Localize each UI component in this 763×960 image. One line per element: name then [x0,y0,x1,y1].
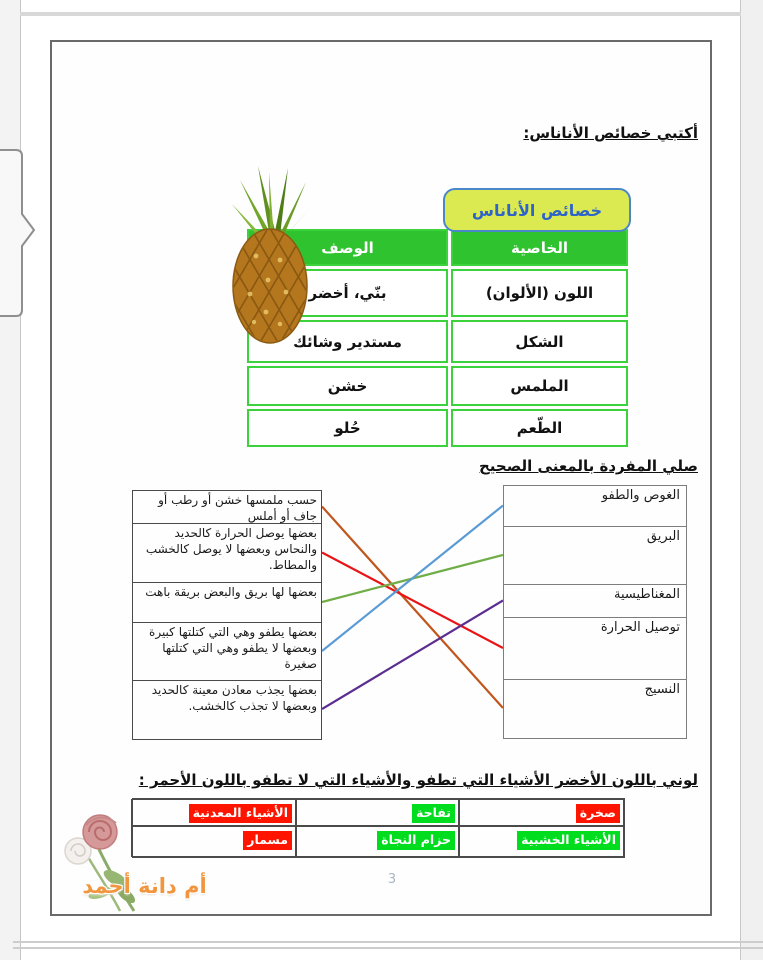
section3-title: لوني باللون الأخضر الأشياء التي تطفو والأشياء التي لا تطفو باللون الأحمر : [138,771,698,789]
viewer-right-margin [740,0,763,960]
term-cell: البريق [504,527,686,585]
pineapple-image [222,160,316,348]
term-cell: الغوص والطفو [504,486,686,527]
float-table-cell [459,799,624,826]
sidebar-pull-tab-icon[interactable] [0,148,36,320]
char-table-description-cell: مستدير وشائك [247,320,448,363]
char-table-property-cell: الملمس [451,366,628,406]
colored-item-chip: حزام النجاة [377,831,455,850]
term-cell: المغناطيسية [504,585,686,618]
char-table-header-description: الوصف [247,229,448,266]
definitions-column [132,490,322,740]
page-number: 3 [387,872,397,887]
characteristics-badge: خصائص الأناناس [443,188,631,232]
float-table-cell [131,826,296,857]
float-table-cell [131,799,296,826]
matching-lines [322,482,503,782]
definition-cell: حسب ملمسها خشن أو رطب أو جاف أو أملس [133,491,321,524]
match-line [322,553,503,649]
page-separator-line [13,941,763,943]
char-table-description-cell: حُلو [247,409,448,447]
char-table-description-cell: خشن [247,366,448,406]
term-cell: توصيل الحرارة [504,618,686,680]
char-table-header-property: الخاصية [451,229,628,266]
colored-item-chip: مسمار [243,831,292,850]
definition-cell: بعضها يطفو وهي التي كتلتها كبيرة وبعضها لا يطفو وهي التي كتلتها صغيرة [133,623,321,681]
colored-item-chip: تفاحة [412,804,455,823]
watermark-text: أم دانة أحمد [82,874,207,898]
document-page [50,40,712,916]
match-line [322,507,503,709]
colored-item-chip: الأشياء الخشبية [517,831,620,850]
match-line [322,601,503,710]
section1-title: أكتبي خصائص الأناناس: [523,124,698,142]
char-table-property-cell: الشكل [451,320,628,363]
float-table-cell [296,799,459,826]
match-line [322,506,503,652]
next-page-edge-line [13,947,763,949]
viewer-top-divider [20,12,741,16]
colored-item-chip: صخرة [576,804,620,823]
float-table-cell [296,826,459,857]
char-table-property-cell: الطّعم [451,409,628,447]
viewer-left-margin [0,0,21,960]
char-table-property-cell: اللون (الألوان) [451,269,628,317]
float-table-cell [459,826,624,857]
colored-item-chip: الأشياء المعدنية [189,804,292,823]
section2-title: صلي المفردة بالمعنى الصحيح [479,457,698,475]
char-table-description-cell: بنّي، أخضر [247,269,448,317]
float-sink-table [132,798,625,858]
definition-cell: بعضها يجذب معادن معينة كالحديد وبعضها لا تجذب كالخشب. [151,683,317,714]
terms-column [503,485,687,739]
definition-cell: بعضها لها بريق والبعض بريقة باهت [133,583,321,623]
term-cell: النسيج [644,682,680,697]
definition-cell: بعضها يوصل الحرارة كالحديد والنحاس وبعضها لا يوصل كالخشب والمطاط. [133,524,321,583]
